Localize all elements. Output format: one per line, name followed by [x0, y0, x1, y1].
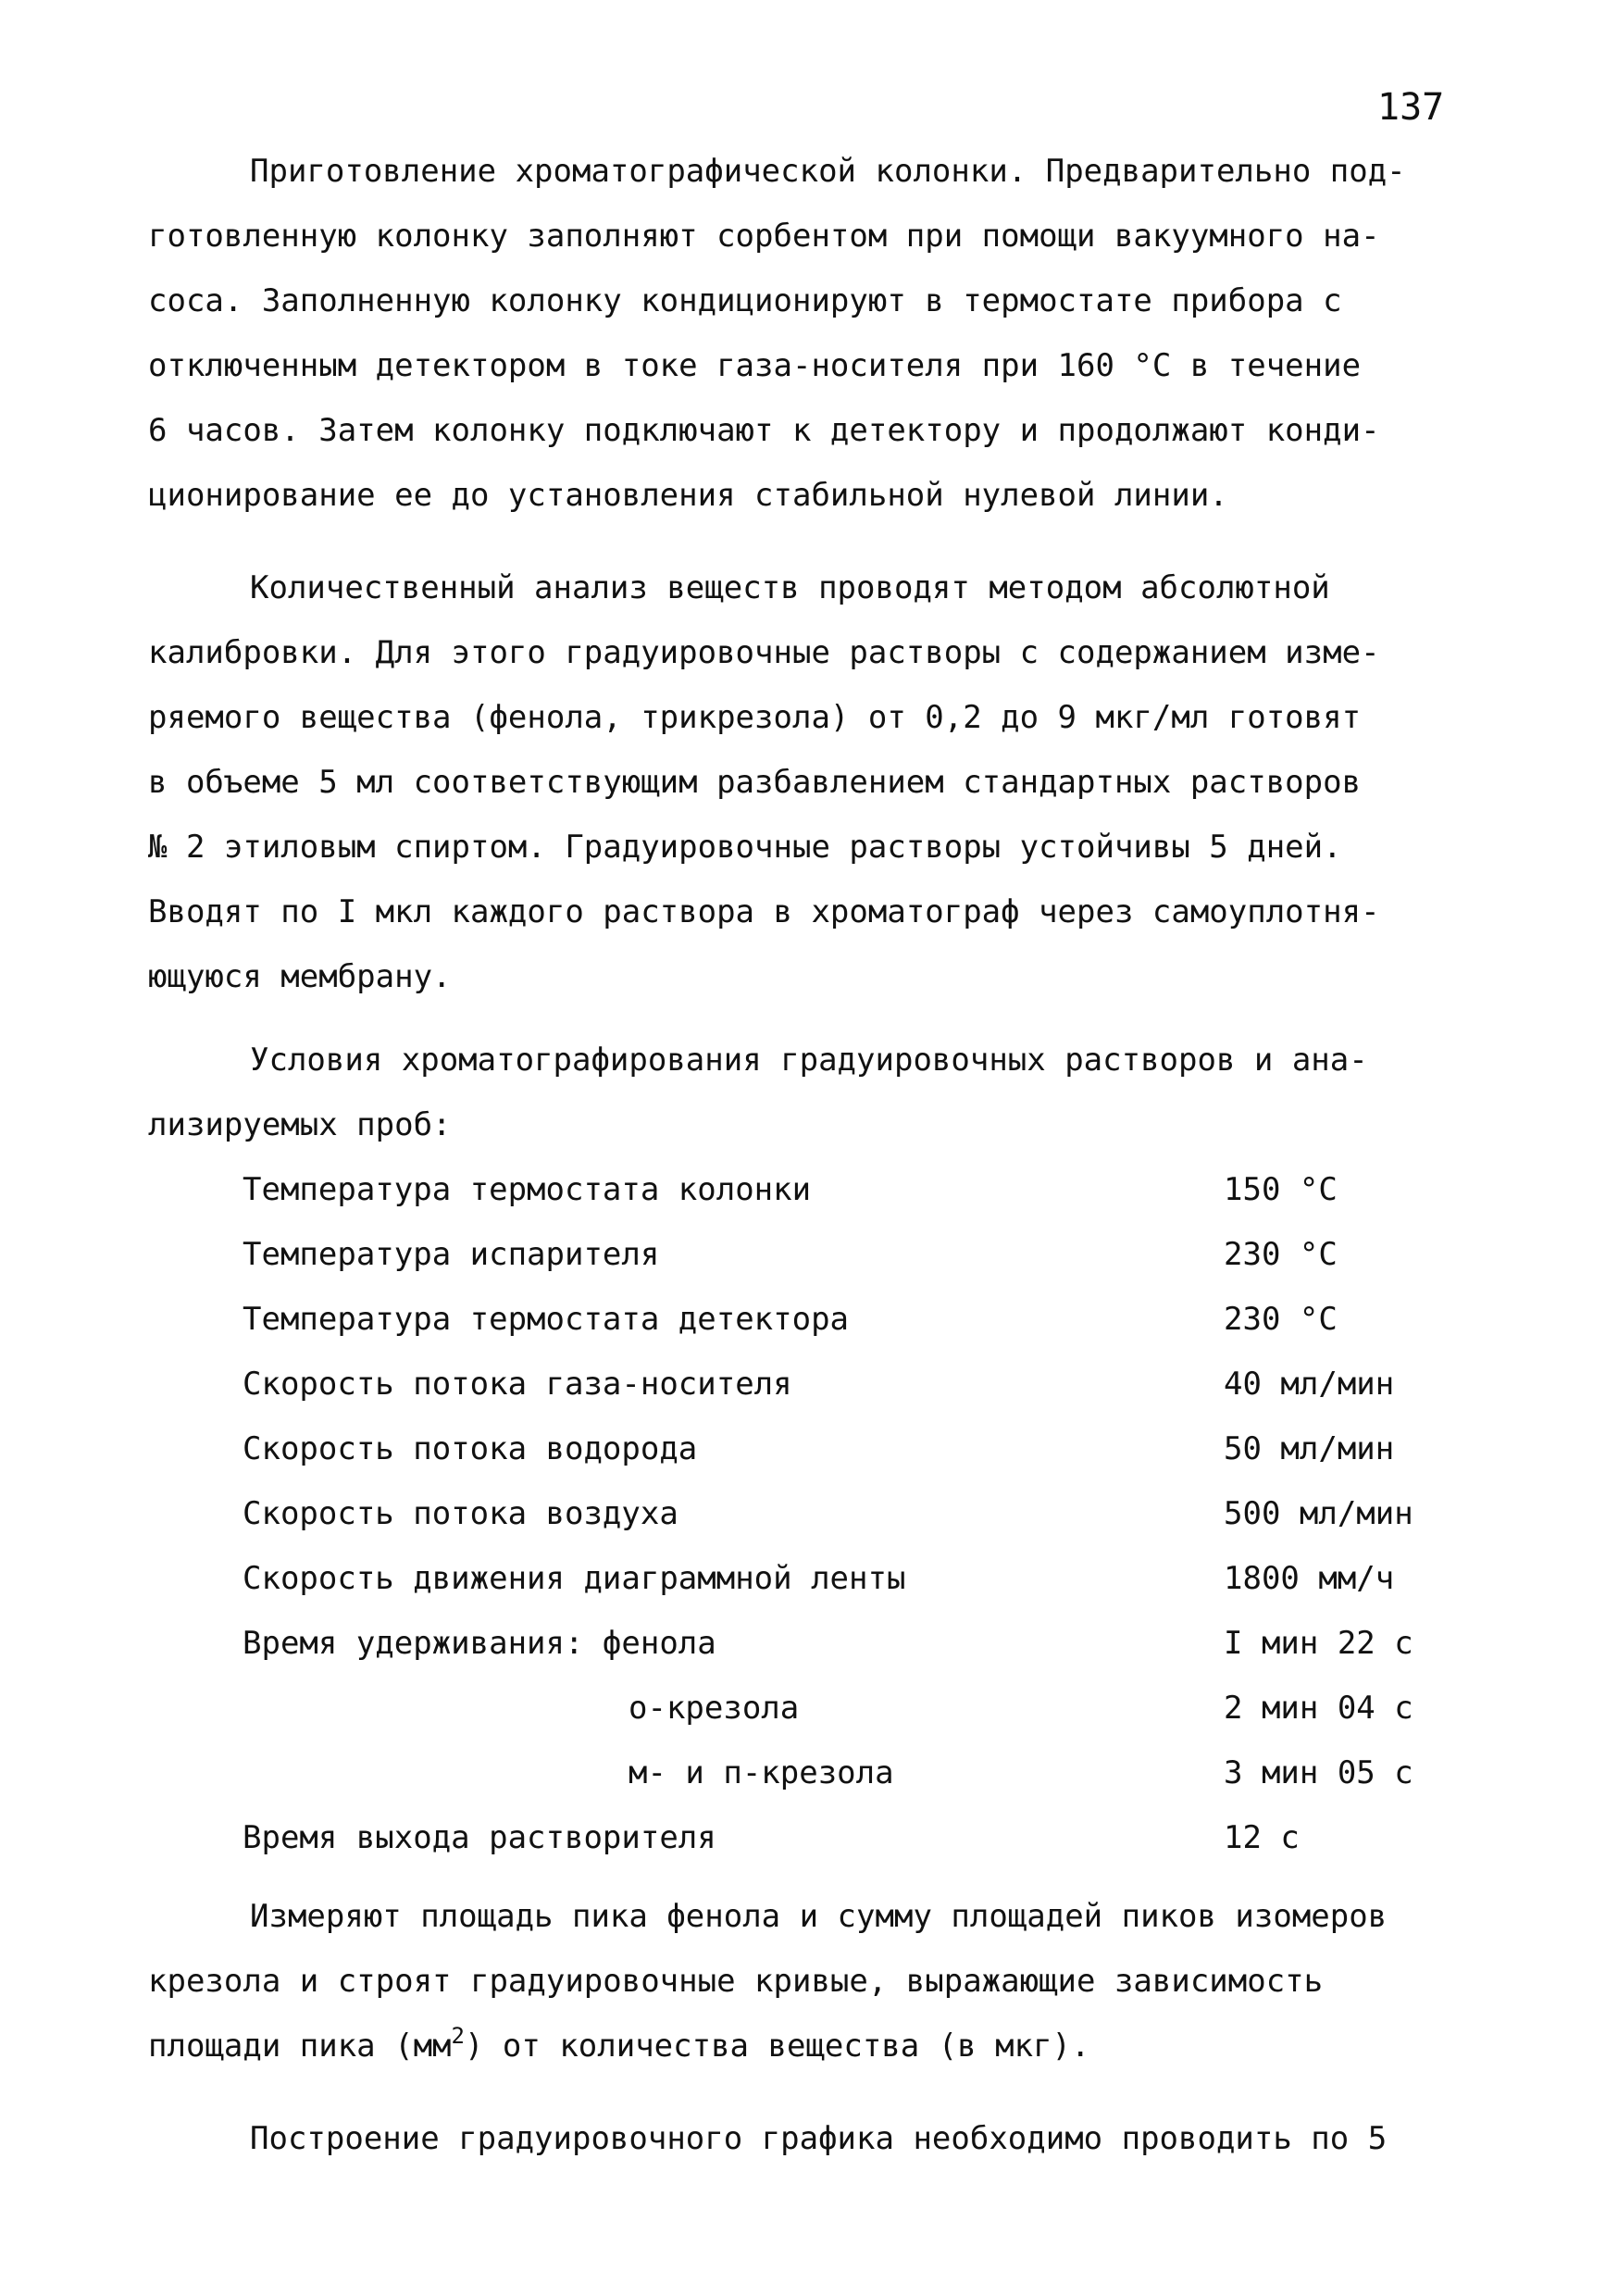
- condition-value: 40 мл/мин: [1224, 1366, 1395, 1403]
- text-line: № 2 этиловым спиртом. Градуировочные растворы устойчивы 5 дней.: [148, 829, 1342, 866]
- condition-label: Скорость движения диаграммной ленты: [243, 1560, 906, 1597]
- condition-value: 150 °С: [1224, 1171, 1338, 1208]
- paragraph-quantitative-analysis: [148, 555, 1380, 1009]
- text-line: крезола и строят градуировочные кривые, выражающие зависимость: [148, 1963, 1324, 2000]
- text-line: лизируемых проб:: [148, 1106, 452, 1143]
- page-number: 137: [1377, 86, 1445, 129]
- condition-label: о-крезола: [629, 1690, 800, 1727]
- text-line: Приготовление хроматографической колонки. Предварительно под-: [250, 153, 1406, 190]
- paragraph-column-preparation: [148, 139, 1406, 528]
- text-fragment: ) от количества вещества (в мкг).: [464, 2028, 1090, 2065]
- text-line: ряемого вещества (фенола, трикрезола) от 0,2 до 9 мкг/мл готовят: [148, 699, 1362, 736]
- paragraph-measurement: [148, 1884, 1387, 2078]
- text-line: Условия хроматографирования градуировочных растворов и ана-: [250, 1042, 1368, 1079]
- superscript: 2: [451, 2023, 465, 2049]
- text-line: Вводят по I мкл каждого раствора в хроматограф через самоуплотня-: [148, 893, 1380, 930]
- condition-value: 12 с: [1224, 1819, 1300, 1856]
- text-line: готовленную колонку заполняют сорбентом при помощи вакуумного на-: [148, 218, 1380, 255]
- condition-value: 1800 мм/ч: [1224, 1560, 1395, 1597]
- text-line: Построение градуировочного графика необходимо проводить по 5: [250, 2120, 1388, 2157]
- condition-value: 230 °С: [1224, 1236, 1338, 1273]
- condition-value: I мин 22 с: [1224, 1625, 1413, 1662]
- condition-value: 230 °С: [1224, 1301, 1338, 1338]
- text-line: 6 часов. Затем колонку подключают к детектору и продолжают конди-: [148, 412, 1380, 449]
- condition-value: 500 мл/мин: [1224, 1495, 1413, 1532]
- text-line: в объеме 5 мл соответствующим разбавлением стандартных растворов: [148, 764, 1362, 801]
- condition-label: Температура термостата колонки: [243, 1171, 812, 1208]
- text-line: Количественный анализ веществ проводят методом абсолютной: [250, 569, 1330, 606]
- condition-label: Скорость потока водорода: [243, 1430, 698, 1467]
- condition-value: 2 мин 04 с: [1224, 1690, 1413, 1727]
- text-line: ющуюся мембрану.: [148, 958, 452, 995]
- text-line: ционирование ее до установления стабильной нулевой линии.: [148, 477, 1228, 514]
- condition-label: Скорость потока газа-носителя: [243, 1366, 792, 1403]
- condition-label: Время удерживания: фенола: [243, 1625, 716, 1662]
- paragraph-calibration-plot: [148, 2106, 1387, 2171]
- text-line: [148, 2014, 1387, 2078]
- condition-label: Температура термостата детектора: [243, 1301, 850, 1338]
- text-line: соса. Заполненную колонку кондиционируют в термостате прибора с: [148, 282, 1342, 319]
- condition-label: м- и п-крезола: [629, 1754, 894, 1791]
- condition-value: 3 мин 05 с: [1224, 1754, 1413, 1791]
- text-line: Измеряют площадь пика фенола и сумму площадей пиков изомеров: [250, 1898, 1388, 1935]
- condition-value: 50 мл/мин: [1224, 1430, 1395, 1467]
- paragraph-conditions-intro: [148, 1028, 1368, 1157]
- condition-label: Скорость потока воздуха: [243, 1495, 678, 1532]
- text-fragment: площади пика (мм: [148, 2028, 452, 2065]
- text-line: отключенным детектором в токе газа-носителя при 160 °С в течение: [148, 347, 1362, 384]
- text-line: калибровки. Для этого градуировочные растворы с содержанием изме-: [148, 634, 1380, 671]
- condition-label: Температура испарителя: [243, 1236, 660, 1273]
- condition-label: Время выхода растворителя: [243, 1819, 716, 1856]
